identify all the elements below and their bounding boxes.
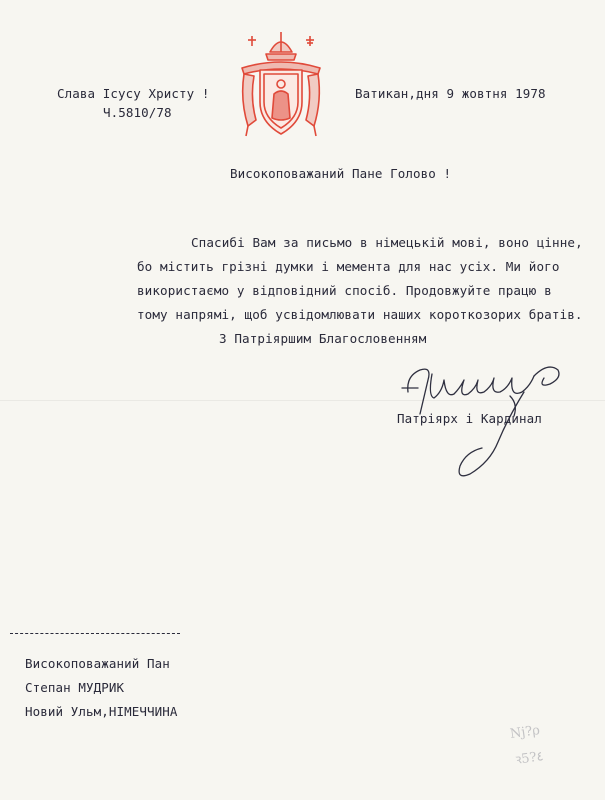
reference-number: Ч.5810/78 [103,105,172,120]
body-line-4: тому напрямі, щоб усвідомлювати наших короткозорих братів. [137,307,583,322]
salutation: Високоповажаний Пане Голово ! [230,166,452,181]
body-line-1: Спасибі Вам за письмо в німецькій мові, воно цінне, [191,235,583,250]
signatory-title: Патріярх і Кардинал [397,411,542,426]
recipient-line-1: Високоповажаний Пан [25,656,170,671]
recipient-line-2: Степан МУДРИК [25,680,125,695]
religious-greeting: Слава Ісусу Христу ! [57,86,210,101]
recipient-line-3: Новий Ульм,НІМЕЧЧИНА [25,704,178,719]
body-line-3: використаємо у відповідний спосіб. Продовжуйте працю в [137,283,552,298]
coat-of-arms-icon [236,30,326,142]
place-date: Ватикан,дня 9 жовтня 1978 [355,86,546,101]
divider-rule [10,633,180,634]
pencil-mark-1: ǋ?ρ [509,722,541,743]
body-line-2: бо містить грізні думки і мемента для нас усіх. Ми його [137,259,560,274]
closing-blessing: З Патріяршим Благословенням [219,331,427,346]
pencil-mark-2: ꝛ5?٤ [514,749,545,768]
